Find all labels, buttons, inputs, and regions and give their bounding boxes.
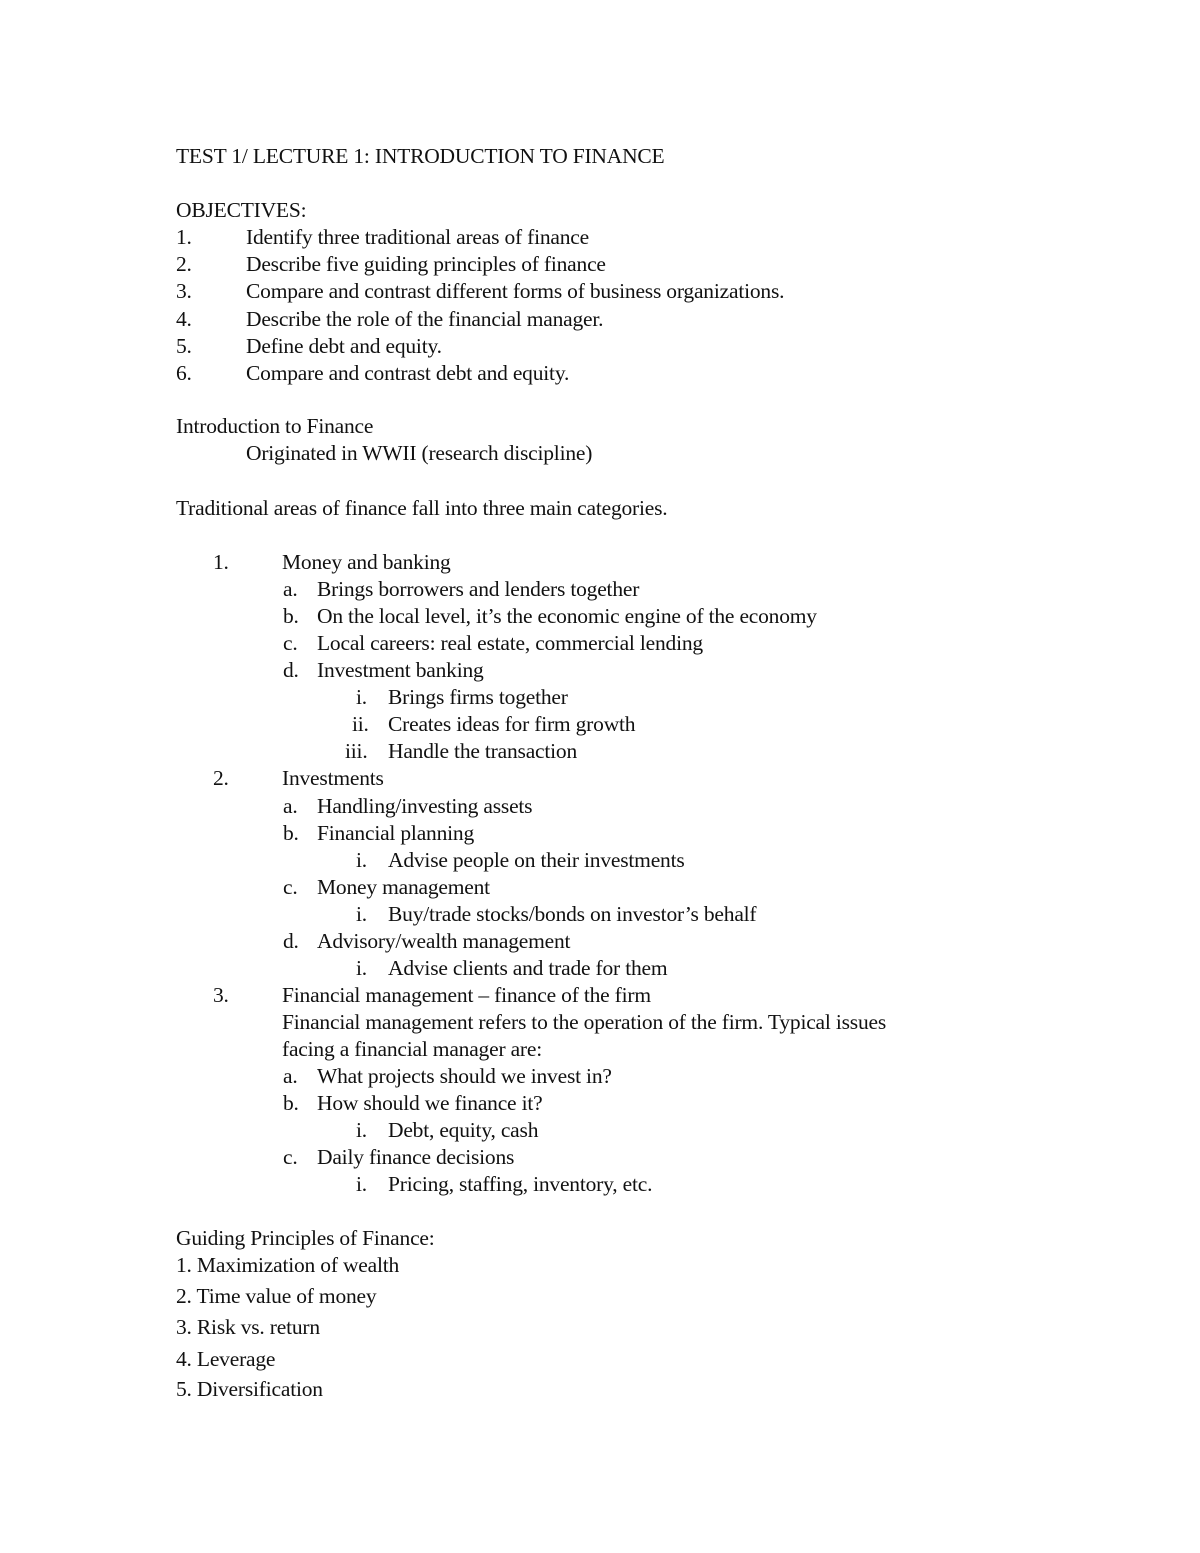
category-title: Investments (282, 766, 384, 790)
subsubitem-marker: i. (356, 902, 367, 926)
subsubitem-text: Pricing, staffing, inventory, etc. (388, 1172, 653, 1196)
traditional-areas-lead: Traditional areas of finance fall into three main categories. (176, 496, 668, 520)
subitem-marker: c. (283, 875, 298, 899)
subitem-marker: a. (283, 794, 298, 818)
principle-item: 5. Diversification (176, 1377, 323, 1401)
objective-text: Define debt and equity. (246, 334, 442, 358)
subitem-text: What projects should we invest in? (317, 1064, 612, 1088)
subsubitem-text: Creates ideas for firm growth (388, 712, 636, 736)
objectives-heading: OBJECTIVES: (176, 198, 307, 222)
category-paragraph: Financial management refers to the operation of the firm. Typical issues (282, 1010, 887, 1034)
subitem-text: Handling/investing assets (317, 794, 533, 818)
subitem-text: Brings borrowers and lenders together (317, 577, 640, 601)
subsubitem-text: Debt, equity, cash (388, 1118, 539, 1142)
subitem-marker: b. (283, 604, 299, 628)
subitem-marker: d. (283, 929, 299, 953)
objective-text: Compare and contrast debt and equity. (246, 361, 570, 385)
objective-number: 4. (176, 307, 192, 331)
subitem-text: How should we finance it? (317, 1091, 543, 1115)
intro-heading: Introduction to Finance (176, 414, 374, 438)
subitem-text: Daily finance decisions (317, 1145, 515, 1169)
subitem-marker: a. (283, 577, 298, 601)
subitem-marker: b. (283, 1091, 299, 1115)
principle-item: 4. Leverage (176, 1347, 276, 1371)
principle-item: 2. Time value of money (176, 1284, 377, 1308)
principle-item: 1. Maximization of wealth (176, 1253, 400, 1277)
principle-item: 3. Risk vs. return (176, 1315, 320, 1339)
subitem-text: Money management (317, 875, 490, 899)
subsubitem-marker: i. (356, 1118, 367, 1142)
subitem-marker: c. (283, 631, 298, 655)
subitem-marker: d. (283, 658, 299, 682)
category-paragraph: facing a financial manager are: (282, 1037, 542, 1061)
objective-number: 6. (176, 361, 192, 385)
subitem-marker: c. (283, 1145, 298, 1169)
subsubitem-marker: i. (356, 685, 367, 709)
subsubitem-text: Handle the transaction (388, 739, 578, 763)
objective-number: 5. (176, 334, 192, 358)
subitem-text: Investment banking (317, 658, 484, 682)
principles-heading: Guiding Principles of Finance: (176, 1226, 435, 1250)
subitem-marker: a. (283, 1064, 298, 1088)
objective-number: 1. (176, 225, 192, 249)
subsubitem-text: Brings firms together (388, 685, 568, 709)
subitem-text: Advisory/wealth management (317, 929, 571, 953)
subsubitem-marker: i. (356, 956, 367, 980)
objective-number: 2. (176, 252, 192, 276)
subsubitem-marker: i. (356, 1172, 367, 1196)
category-number: 3. (213, 983, 229, 1007)
objective-text: Describe five guiding principles of finance (246, 252, 606, 276)
subitem-text: Local careers: real estate, commercial lending (317, 631, 703, 655)
subsubitem-text: Buy/trade stocks/bonds on investor’s behalf (388, 902, 757, 926)
subsubitem-marker: iii. (345, 739, 368, 763)
objective-text: Identify three traditional areas of finance (246, 225, 589, 249)
category-number: 2. (213, 766, 229, 790)
objective-number: 3. (176, 279, 192, 303)
category-title: Money and banking (282, 550, 451, 574)
subsubitem-marker: ii. (352, 712, 369, 736)
objective-text: Compare and contrast different forms of business organizations. (246, 279, 785, 303)
subitem-marker: b. (283, 821, 299, 845)
document-title: TEST 1/ LECTURE 1: INTRODUCTION TO FINANCE (176, 144, 665, 168)
intro-detail: Originated in WWII (research discipline) (246, 441, 593, 465)
subsubitem-text: Advise clients and trade for them (388, 956, 668, 980)
category-number: 1. (213, 550, 229, 574)
objective-text: Describe the role of the financial manager. (246, 307, 604, 331)
subsubitem-marker: i. (356, 848, 367, 872)
subitem-text: On the local level, it’s the economic engine of the economy (317, 604, 817, 628)
subsubitem-text: Advise people on their investments (388, 848, 685, 872)
subitem-text: Financial planning (317, 821, 475, 845)
category-title: Financial management – finance of the firm (282, 983, 651, 1007)
